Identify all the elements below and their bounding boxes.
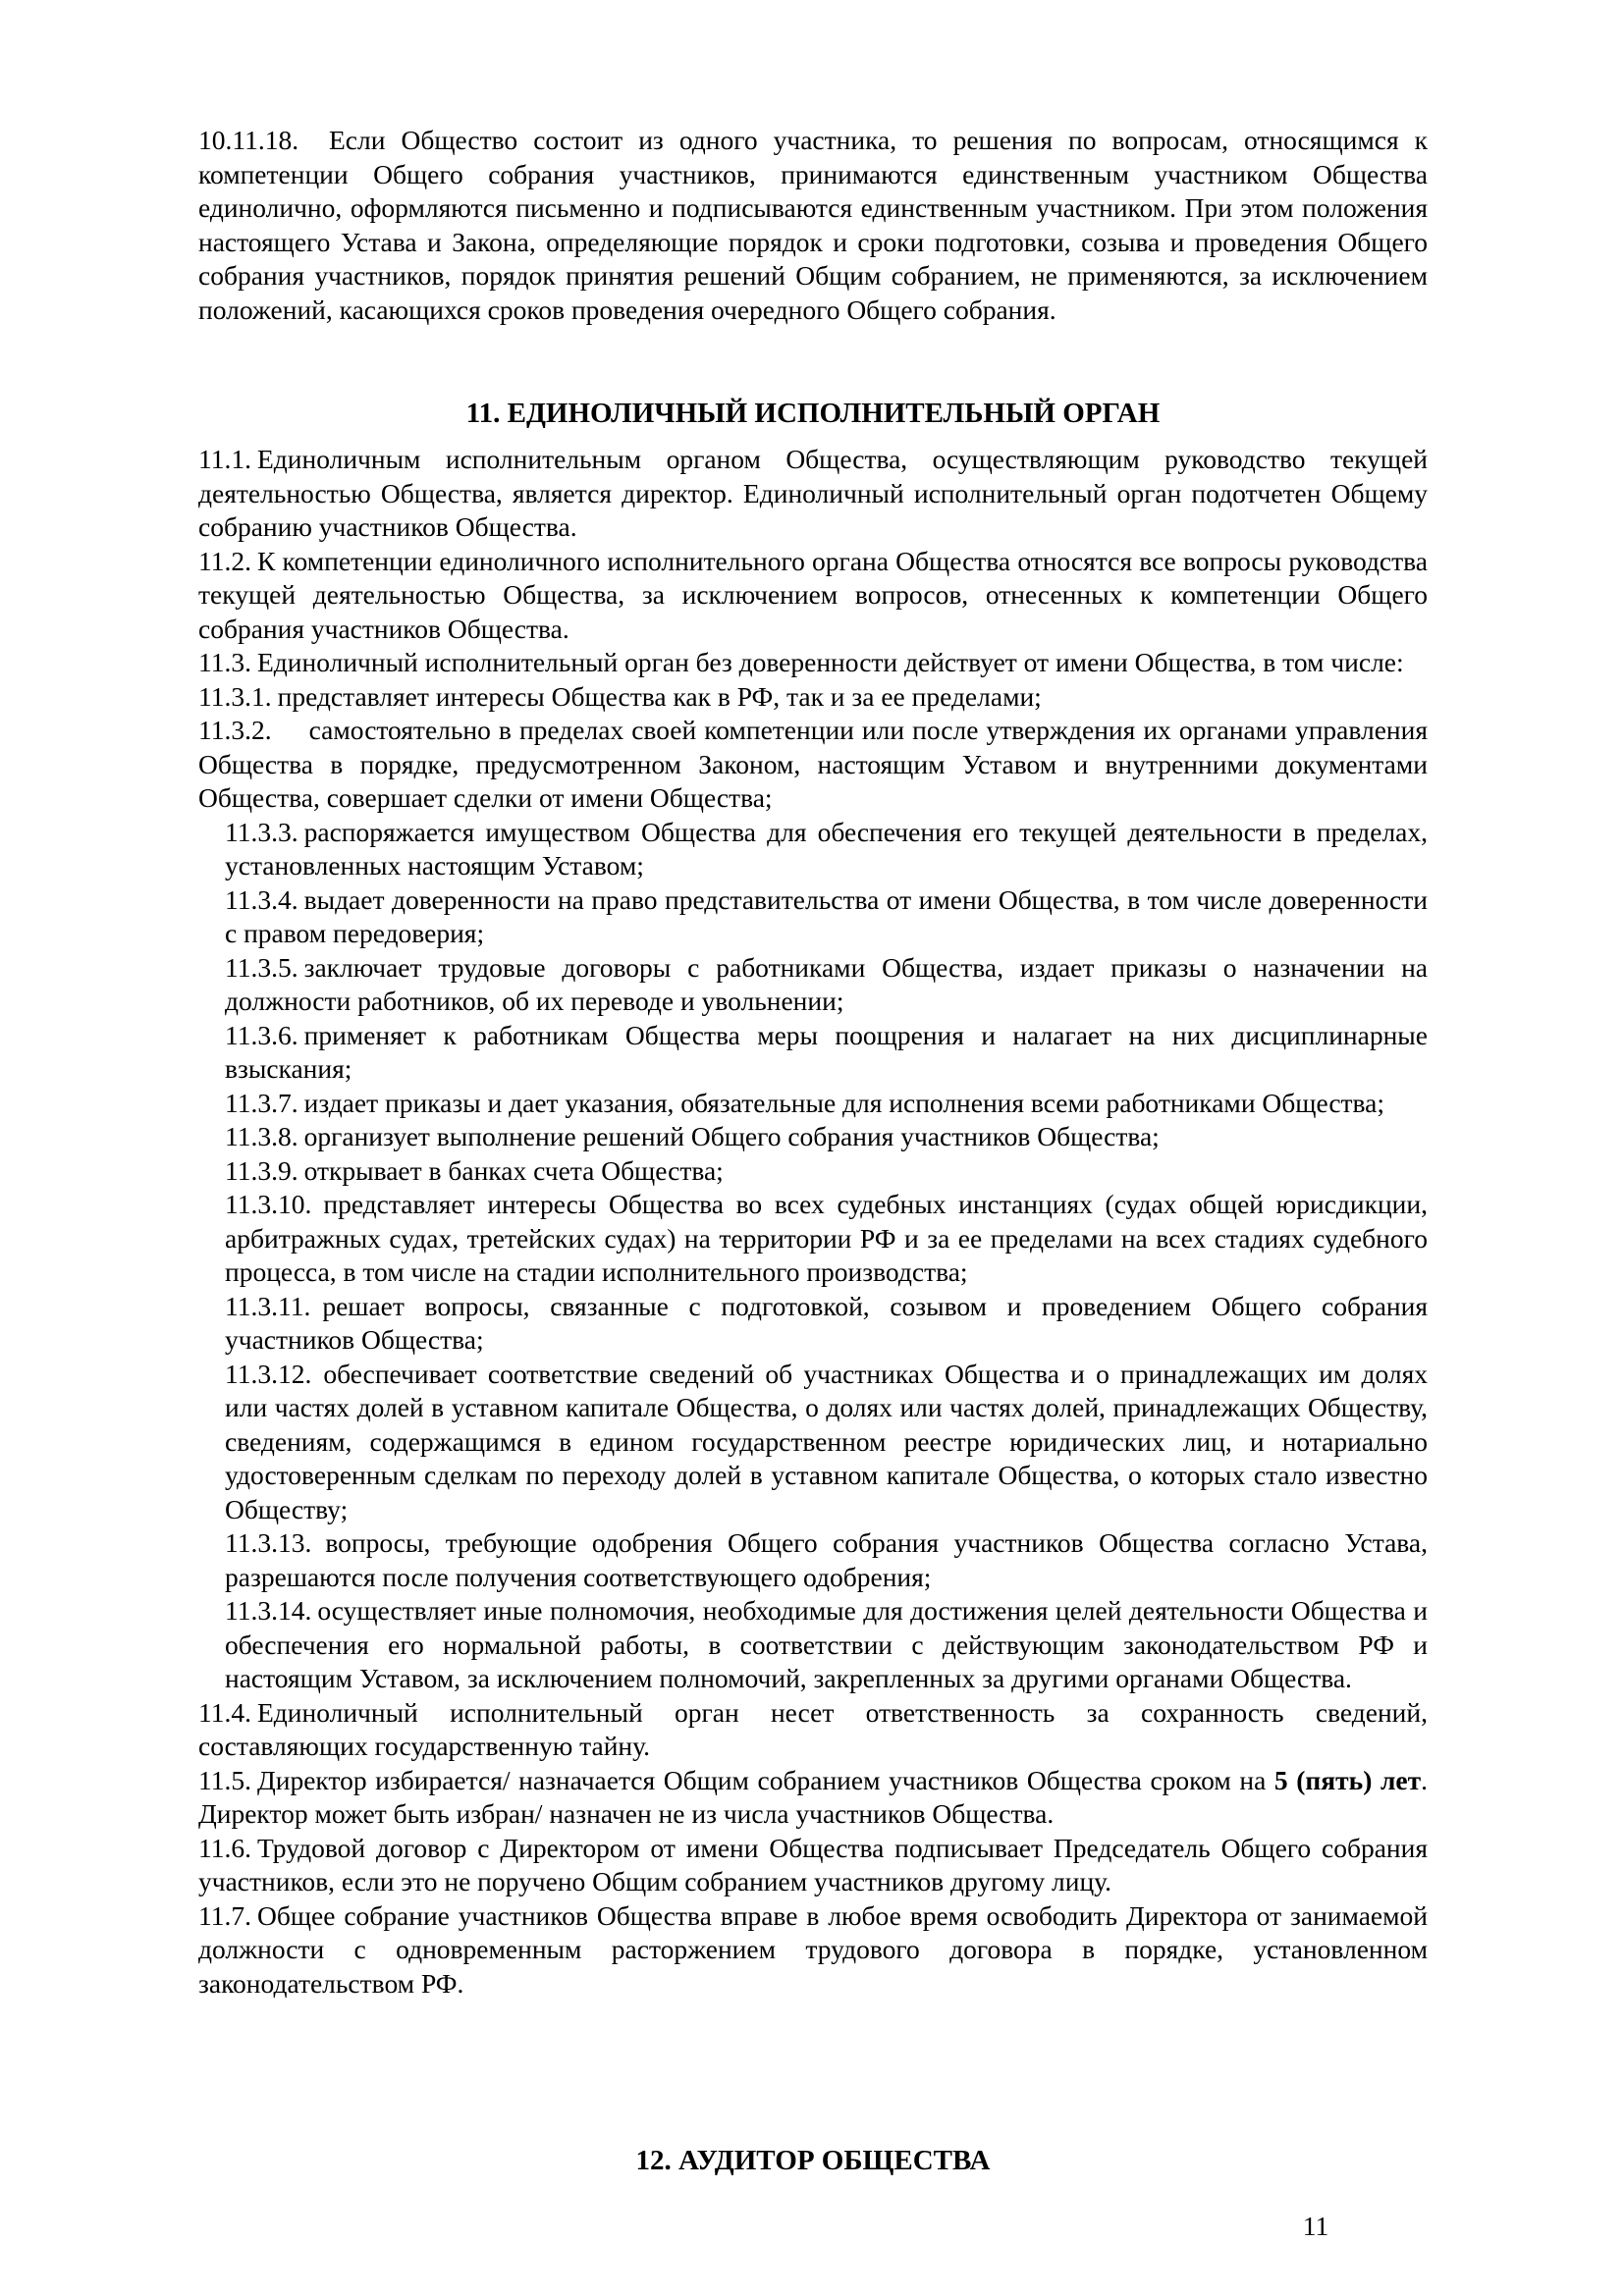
clause-10-11-18 [198,124,1428,327]
clause-text: К компетенции единоличного исполнительного органа Общества относятся все вопросы руководства текущей деятельностью Общества, за исключением вопросов, отнесенных к компетенции Общего собрания участников Общества. [198,545,1428,644]
section-12-heading: 12. АУДИТОР ОБЩЕСТВА [635,2145,991,2176]
clause-text: Трудовой договор с Директором от имени Общества подписывает Председатель Общего собрания участников, если это не поручено Общим собранием участников другому лицу. [198,1832,1428,1896]
clause-11-3-9 [198,1154,1428,1189]
section-11-body [198,443,1428,2001]
clause-11-5 [198,1764,1428,1832]
clause-11-2 [198,545,1428,647]
clause-11-3-4 [198,883,1428,951]
clause-number: 11.5. [198,1764,251,1795]
clause-text: Общее собрание участников Общества вправе в любое время освободить Директора от занимаемой должности с одновременным расторжением трудового договора в порядке, установленном законодательством РФ. [198,1899,1428,1999]
clause-number: 11.3.3. [225,816,298,847]
clause-11-7 [198,1899,1428,2002]
clause-number: 11.3.10. [225,1189,312,1219]
clause-text: представляет интересы Общества как в РФ, так и за ее пределами; [277,680,1042,712]
clause-number: 11.7. [198,1899,251,1931]
clause-11-3-10 [198,1188,1428,1290]
clause-number: 10.11.18. [198,125,299,155]
clause-text: вопросы, требующие одобрения Общего собрания участников Общества согласно Устава, разрешаются после получения соответствующего одобрения; [225,1527,1428,1592]
clause-text: обеспечивает соответствие сведений об участниках Общества и о принадлежащих им долях или частях долей в уставном капитале Общества, о долях или частях долей, принадлежащих Обществу, сведениям, содержащимся в едином государственном реестре юридических лиц, и нотариально удостоверенным сделкам по переходу долей в уставном капитале Общества, о которых стало известно Обществу; [225,1358,1428,1524]
clause-number: 11.3.8. [225,1121,298,1151]
clause-text: решает вопросы, связанные с подготовкой, созывом и проведением Общего собрания участников Общества; [225,1290,1428,1355]
clause-number: 11.3.14. [225,1595,312,1626]
clause-11-3-12 [198,1358,1428,1527]
clause-text: Единоличный исполнительный орган без доверенности действует от имени Общества, в том числе: [256,647,1404,677]
clause-text: применяет к работникам Общества меры поощрения и налагает на них дисциплинарные взыскания; [225,1019,1428,1084]
paragraph [198,124,1428,327]
clause-number: 11.3.4. [225,883,298,915]
clause-11-3-5 [198,951,1428,1019]
clause-11-3-11 [198,1290,1428,1358]
clause-number: 11.3.5. [225,951,298,983]
clause-11-3-7 [198,1087,1428,1121]
clause-11-3 [198,646,1428,680]
clause-number: 11.3.12. [225,1358,312,1389]
clause-11-1 [198,443,1428,545]
clause-11-6 [198,1832,1428,1899]
clause-11-3-1 [198,680,1428,715]
clause-11-4 [198,1696,1428,1764]
page-number: 11 [1302,2211,1329,2241]
clause-11-3-8 [198,1120,1428,1154]
clause-number: 11.3.11. [225,1290,311,1321]
clause-11-3-14 [198,1594,1428,1696]
clause-number: 11.4. [198,1696,251,1728]
section-11-heading: 11. ЕДИНОЛИЧНЫЙ ИСПОЛНИТЕЛЬНЫЙ ОРГАН [465,398,1161,429]
clause-number: 11.3.6. [225,1019,298,1050]
clause-text: представляет интересы Общества во всех судебных инстанциях (судах общей юрисдикции, арбитражных судах, третейских судах) на территории РФ и за ее пределами на всех стадиях судебного процесса, в том числе на стадии исполнительного производства; [225,1189,1428,1287]
clause-text: Единоличным исполнительным органом Общества, осуществляющим руководство текущей деятельностью Общества, является директор. Единоличный исполнительный орган подотчетен Общему собранию участников Общества. [198,444,1428,542]
clause-text: выдает доверенности на право представительства от имени Общества, в том числе доверенности с правом передоверия; [225,883,1428,948]
clause-number: 11.1. [198,444,251,474]
clause-text: заключает трудовые договоры с работниками Общества, издает приказы о назначении на должности работников, об их переводе и увольнении; [225,951,1428,1016]
clause-11-3-6 [198,1019,1428,1087]
clause-11-3-13 [198,1526,1428,1594]
clause-text: самостоятельно в пределах своей компетенции или после утверждения их органами управления Общества в порядке, предусмотренном Законом, настоящим Уставом и внутренними документами Общества, совершает сделки от имени Общества; [198,715,1428,813]
clause-11-3-2 [198,714,1428,816]
term-bold: 5 (пять) лет [1273,1764,1422,1795]
clause-number: 11.3.9. [225,1154,298,1186]
clause-text: Директор избирается/ назначается Общим собранием участников Общества сроком на [256,1764,1267,1795]
clause-number: 11.3.1. [198,680,272,712]
clause-text: Единоличный исполнительный орган несет ответственность за сохранность сведений, составляющих государственную тайну. [198,1696,1428,1761]
clause-number: 11.3. [198,647,251,677]
clause-number: 11.2. [198,545,251,576]
clause-text: организует выполнение решений Общего собрания участников Общества; [303,1121,1160,1151]
clause-text: открывает в банках счета Общества; [303,1154,724,1186]
clause-text: распоряжается имуществом Общества для обеспечения его текущей деятельности в пределах, установленных настоящим Уставом; [225,816,1428,881]
clause-number: 11.3.2. [198,715,272,745]
clause-number: 11.3.7. [225,1087,298,1118]
clause-text: издает приказы и дает указания, обязательные для исполнения всеми работниками Общества; [303,1087,1385,1118]
clause-text: Если Общество состоит из одного участника, то решения по вопросам, относящимся к компетенции Общего собрания участников, принимаются единственным участником Общества единолично, оформляются письменно и подписываются единственным участником. При этом положения настоящего Устава и Закона, определяющие порядок и сроки подготовки, созыва и проведения Общего собрания участников, порядок принятия решений Общим собранием, не применяются, за исключением положений, касающихся сроков проведения очередного Общего собрания. [198,125,1428,325]
clause-text-continued: . Директор может быть избран/ назначен не из числа участников Общества. [198,1764,1428,1829]
clause-number: 11.3.13. [225,1527,312,1558]
clause-text: осуществляет иные полномочия, необходимые для достижения целей деятельности Общества и обеспечения его нормальной работы, в соответствии с действующим законодательством РФ и настоящим Уставом, за исключением полномочий, закрепленных за другими органами Общества. [225,1595,1428,1693]
clause-11-3-3 [198,816,1428,883]
clause-number: 11.6. [198,1832,251,1863]
